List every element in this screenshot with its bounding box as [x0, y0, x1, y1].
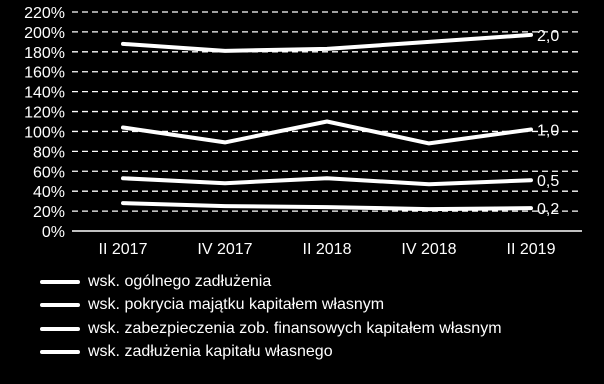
series-point — [122, 42, 125, 45]
series-point — [224, 49, 227, 52]
legend-item — [40, 317, 502, 341]
x-tick-label: II 2017 — [98, 241, 148, 258]
series-point — [326, 177, 329, 180]
y-axis-ticks — [24, 5, 65, 241]
series-point — [428, 40, 431, 43]
series-point — [428, 183, 431, 186]
legend-swatch — [40, 280, 80, 284]
y-tick-label: 120% — [24, 104, 65, 122]
y-tick-label: 140% — [24, 84, 65, 102]
x-tick-label: IV 2017 — [197, 241, 253, 258]
y-tick-label: 180% — [24, 44, 65, 62]
series-point — [326, 47, 329, 50]
series-point — [224, 205, 227, 208]
series-point — [428, 208, 431, 211]
end-data-label: 0,2 — [537, 201, 560, 219]
legend-swatch — [40, 327, 80, 331]
y-tick-label: 80% — [32, 144, 65, 162]
end-data-label: 0,5 — [537, 173, 560, 191]
y-tick-label: 40% — [32, 184, 65, 202]
end-data-label: 1,0 — [537, 122, 560, 140]
legend — [40, 270, 502, 364]
series-lines — [122, 33, 533, 210]
series-point — [224, 141, 227, 144]
end-data-label: 2,0 — [537, 27, 560, 45]
x-tick-label: IV 2018 — [401, 241, 457, 258]
series-line — [123, 122, 531, 144]
legend-label: wsk. zabezpieczenia zob. finansowych kapitałem własnym — [88, 319, 502, 337]
x-axis-ticks — [99, 241, 556, 258]
series-point — [530, 33, 533, 36]
series-point — [122, 126, 125, 129]
series-point — [530, 128, 533, 131]
y-tick-label: 100% — [24, 124, 65, 142]
x-tick-label: II 2018 — [302, 241, 352, 258]
legend-label: wsk. ogólnego zadłużenia — [88, 272, 272, 290]
legend-label: wsk. pokrycia majątku kapitałem własnym — [88, 296, 385, 314]
series-point — [428, 142, 431, 145]
series-point — [122, 177, 125, 180]
legend-item — [40, 341, 502, 365]
series-point — [326, 206, 329, 209]
legend-item — [40, 294, 502, 318]
series-point — [530, 179, 533, 182]
legend-label: wsk. zadłużenia kapitału własnego — [88, 343, 333, 361]
y-tick-label: 60% — [32, 164, 65, 182]
y-tick-label: 20% — [32, 204, 65, 222]
series-point — [224, 182, 227, 185]
series-point — [530, 207, 533, 210]
legend-swatch — [40, 350, 80, 354]
x-tick-label: II 2019 — [506, 241, 556, 258]
series-point — [122, 202, 125, 205]
legend-swatch — [40, 303, 80, 307]
y-tick-label: 0% — [41, 224, 65, 241]
y-tick-label: 200% — [24, 24, 65, 42]
y-tick-label: 160% — [24, 64, 65, 82]
legend-item — [40, 270, 502, 294]
data-labels — [537, 28, 559, 218]
y-tick-label: 220% — [24, 5, 65, 22]
series-point — [326, 120, 329, 123]
